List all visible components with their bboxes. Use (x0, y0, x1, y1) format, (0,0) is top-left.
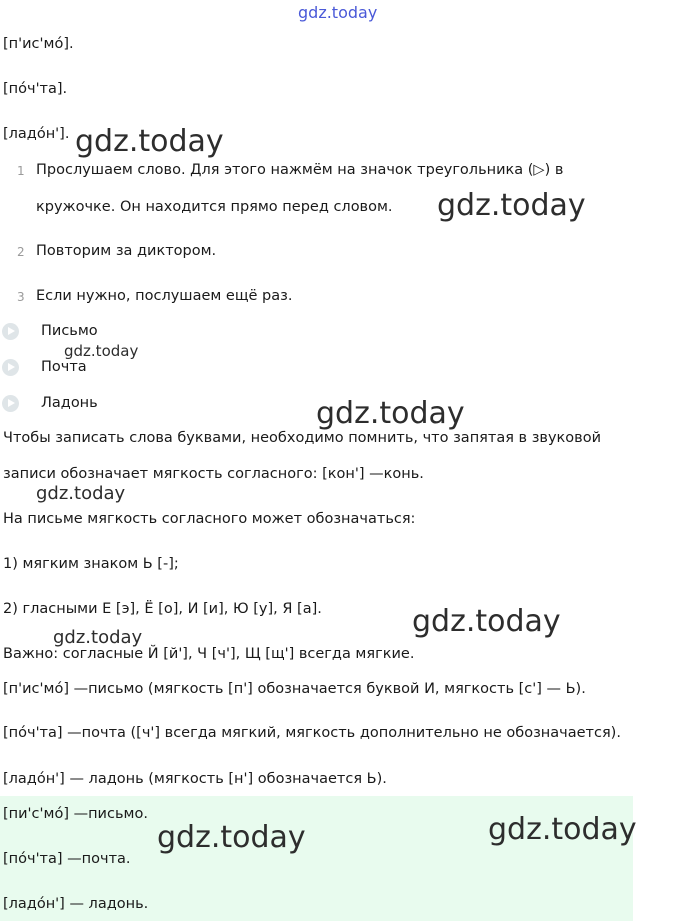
explanation-text-continued: записи обозначает мягкость согласного: [кон'] —конь. (3, 466, 424, 482)
example-line: [п'ис'мо́] —письмо (мягкость [п'] обозначается буквой И, мягкость [с'] — Ь). (3, 681, 586, 697)
step-text: Повторим за диктором. (36, 243, 217, 259)
watermark: gdz.today (316, 396, 465, 431)
watermark: gdz.today (157, 820, 306, 855)
audio-word-pismo[interactable]: Письмо (41, 323, 98, 339)
important-note: Важно: согласные Й [й'], Ч [ч'], Щ [щ'] всегда мягкие. (3, 646, 415, 662)
step-text: Прослушаем слово. Для этого нажмём на значок треугольника (▷) в (36, 162, 564, 178)
example-line: [по́ч'та] —почта ([ч'] всегда мягкий, мягкость дополнительно не обозначается). (3, 725, 621, 741)
answer-line: [ладо́н'] — ладонь. (3, 896, 149, 912)
watermark: gdz.today (412, 604, 561, 639)
list-item: 2) гласными Е [э], Ё [о], И [и], Ю [у], Я [а]. (3, 601, 322, 617)
watermark: gdz.today (53, 627, 143, 648)
example-line: [ладо́н'] — ладонь (мягкость [н'] обозначается Ь). (3, 771, 387, 787)
step-number: 2 (17, 245, 25, 259)
watermark: gdz.today (437, 188, 586, 223)
step-text-continued: кружочке. Он находится прямо перед словом. (36, 199, 393, 215)
answer-line: [по́ч'та] —почта. (3, 851, 131, 867)
watermark: gdz.today (64, 342, 139, 360)
play-icon[interactable] (2, 323, 19, 340)
watermark: gdz.today (488, 812, 637, 847)
watermark: gdz.today (298, 3, 378, 22)
transcription-1: [п'ис'мо́]. (3, 36, 74, 52)
step-number: 3 (17, 290, 25, 304)
audio-word-pochta[interactable]: Почта (41, 359, 87, 375)
step-text: Если нужно, послушаем ещё раз. (36, 288, 293, 304)
play-icon[interactable] (2, 359, 19, 376)
transcription-2: [по́ч'та]. (3, 81, 68, 97)
play-icon[interactable] (2, 395, 19, 412)
audio-word-ladon[interactable]: Ладонь (41, 395, 98, 411)
list-item: 1) мягким знаком Ь [-]; (3, 556, 179, 572)
explanation-text: На письме мягкость согласного может обозначаться: (3, 511, 416, 527)
watermark: gdz.today (75, 124, 224, 159)
answer-line: [пи'с'мо́] —письмо. (3, 806, 148, 822)
transcription-3: [ладо́н']. (3, 126, 70, 142)
watermark: gdz.today (36, 483, 126, 504)
step-number: 1 (17, 164, 25, 178)
explanation-text: Чтобы записать слова буквами, необходимо помнить, что запятая в звуковой (3, 430, 602, 446)
